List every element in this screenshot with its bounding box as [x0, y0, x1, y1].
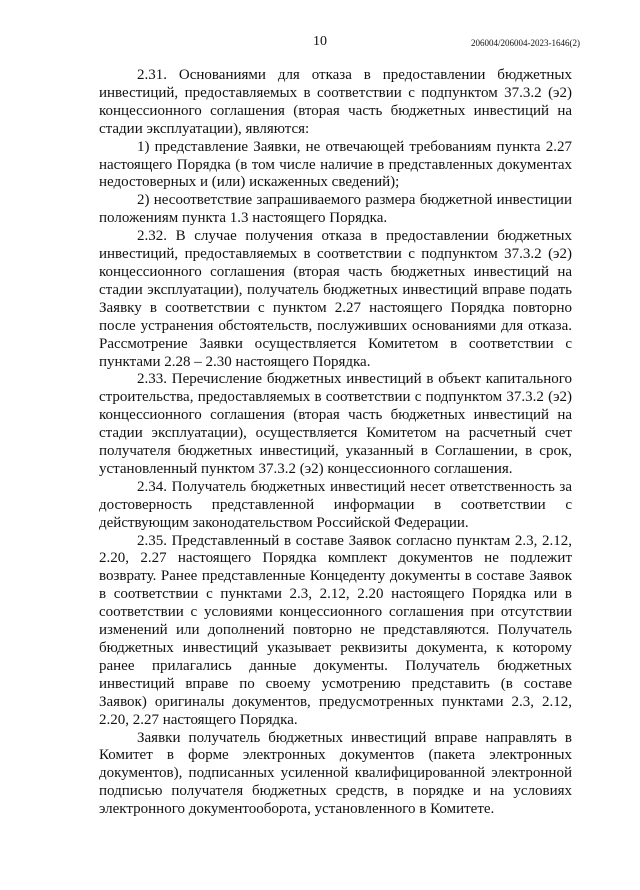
- paragraph-2-35: 2.35. Представленный в составе Заявок согласно пунктам 2.3, 2.12, 2.20, 2.27 настоящего Порядка комплект документов не подлежит возврату. Ранее представленные Концеденту документы в составе Заявок в соответствии с пунктами 2.3, 2.12, 2.20 настоящего Порядка или в соответствии с условиями концессионного соглашения при отсутствии изменений или дополнений повторно не представляются. Получатель бюджетных инвестиций указывает реквизиты документа, к которому ранее прилагались данные документы. Получатель бюджетных инвестиций вправе по своему усмотрению представить (в составе Заявок) оригиналы документов, предусмотренных пунктами 2.3, 2.12, 2.20, 2.27 настоящего Порядка.: [99, 532, 572, 728]
- paragraph-2-31-item-2: 2) несоответствие запрашиваемого размера бюджетной инвестиции положениям пункта 1.3 настоящего Порядка.: [99, 192, 572, 227]
- paragraph-2-33: 2.33. Перечисление бюджетных инвестиций в объект капитального строительства, предоставляемых в соответствии с подпунктом 37.3.2 (э2) концессионного соглашения (вторая часть бюджетных инвестиций на стадии эксплуатации), осуществляется Комитетом на расчетный счет получателя бюджетных инвестиций, указанный в Соглашении, в срок, установленный пунктом 37.3.2 (э2) концессионного соглашения.: [99, 371, 572, 477]
- page-number: 10: [313, 34, 327, 49]
- paragraph-applications: Заявки получатель бюджетных инвестиций вправе направлять в Комитет в форме электронных документов (пакета электронных документов), подписанных усиленной квалифицированной электронной подписью получателя бюджетных средств, в порядке и на условиях электронного документооборота, установленного в Комитете.: [99, 729, 572, 818]
- document-code: 206004/206004-2023-1646(2): [471, 38, 580, 48]
- paragraph-2-31-item-1: 1) представление Заявки, не отвечающей требованиям пункта 2.27 настоящего Порядка (в том числе наличие в представленных документах недостоверных и (или) искаженных сведений);: [99, 138, 572, 191]
- paragraph-2-31: 2.31. Основаниями для отказа в предоставлении бюджетных инвестиций, предоставляемых в соответствии с подпунктом 37.3.2 (э2) концессионного соглашения (вторая часть бюджетных инвестиций на стадии эксплуатации), являются:: [99, 67, 572, 137]
- paragraph-2-34: 2.34. Получатель бюджетных инвестиций несет ответственность за достоверность представленной информации в соответствии с действующим законодательством Российской Федерации.: [99, 478, 572, 531]
- paragraph-2-32: 2.32. В случае получения отказа в предоставлении бюджетных инвестиций, предоставляемых в соответствии с подпунктом 37.3.2 (э2) концессионного соглашения (вторая часть бюджетных инвестиций на стадии эксплуатации), получатель бюджетных инвестиций вправе подать Заявку в соответствии с пунктом 2.27 настоящего Порядка повторно после устранения обстоятельств, послуживших основаниями для отказа. Рассмотрение Заявки осуществляется Комитетом в соответствии с пунктами 2.28 – 2.30 настоящего Порядка.: [99, 228, 572, 370]
- document-body: [99, 67, 572, 819]
